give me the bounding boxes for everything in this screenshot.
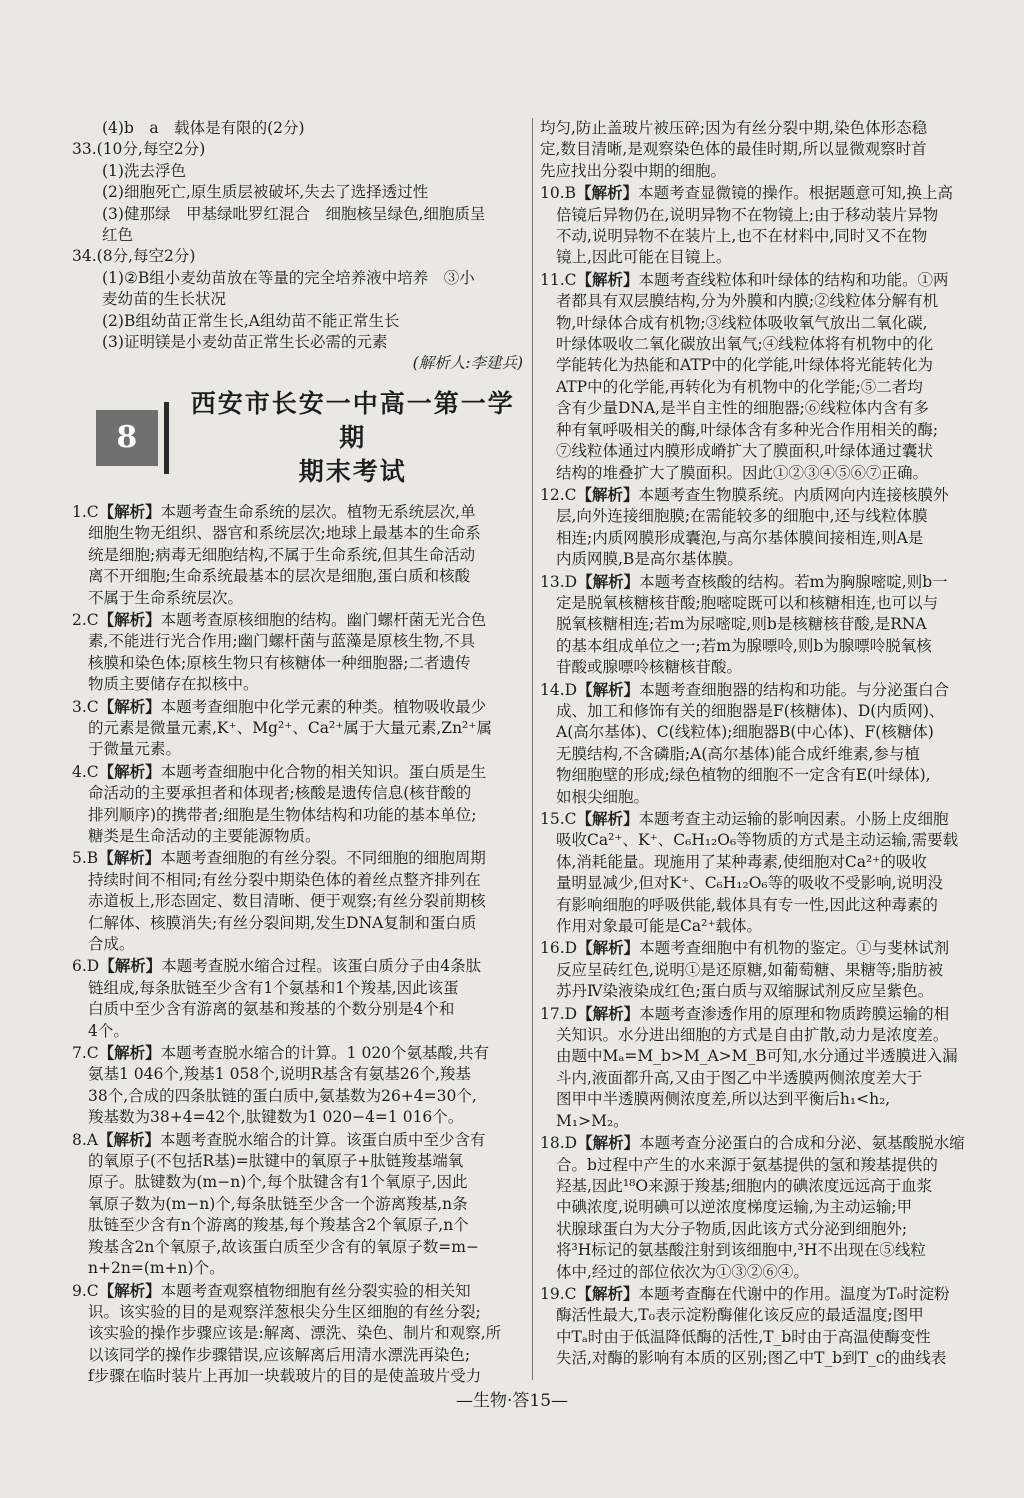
- answer-line: [540, 1155, 997, 1176]
- answer-line: [540, 1046, 997, 1067]
- answer-text: 由题中Mₐ=M_b>M_A>M_B可知,水分通过半透膜进入漏: [556, 1047, 958, 1066]
- answer-text: 均匀,防止盖玻片被压碎;因为有丝分裂中期,染色体形态稳: [540, 119, 928, 137]
- answer-text: 本题考查脱水缩合过程。该蛋白质分子由4条肽: [161, 957, 482, 976]
- answer-text: 吸收Ca²⁺、K⁺、C₆H₁₂O₆等物质的方式是主动运输,需要载: [556, 831, 959, 850]
- answer-line: [72, 696, 527, 718]
- answer-line: [540, 1197, 997, 1218]
- answer-text: 失活,对酶的影响有本质的区别;图乙中T_b到T_c的曲线表: [556, 1349, 947, 1368]
- answer-line: [72, 1064, 527, 1085]
- answer-line: (3)健那绿 甲基绿吡罗红混合 细胞核呈绿色,细胞质呈: [102, 204, 486, 223]
- answer-line: [540, 1262, 997, 1283]
- answer-item: [540, 182, 997, 269]
- answer-line: [540, 830, 997, 851]
- answer-text: 苷酸或腺嘌呤核糖核苷酸。: [556, 658, 743, 677]
- answer-item: [540, 1283, 997, 1370]
- answer-line: [72, 978, 527, 999]
- answer-text: 有影响细胞的呼吸供能,载体具有专一性,因此这种毒素的: [556, 895, 938, 914]
- answer-item: [72, 955, 527, 1042]
- analysis-tag: 【解析】: [577, 571, 640, 591]
- answer-item: [540, 571, 997, 679]
- answer-text: n+2n=(m+n)个。: [88, 1259, 225, 1278]
- answer-line: [72, 870, 527, 891]
- answer-line: [540, 528, 997, 549]
- analysis-tag: 【解析】: [576, 183, 639, 203]
- answer-line: [540, 161, 997, 182]
- answer-text: 羧基数为38+4=42个,肽键数为1 020−4=1 016个。: [88, 1108, 464, 1127]
- answer-line: [72, 545, 527, 566]
- answer-line: [540, 1111, 997, 1132]
- analysis-tag: 【解析】: [577, 1133, 640, 1153]
- answer-text: 白质中至少含有游离的氨基和羧基的个数分别是4个和: [88, 1000, 455, 1019]
- answer-line: [540, 269, 997, 291]
- answer-line: [540, 722, 997, 743]
- answer-line: [540, 1068, 997, 1089]
- answer-number: 6.D: [72, 957, 100, 976]
- answer-text: 斗内,液面都升高,又由于图乙中半透膜两侧浓度差大于: [556, 1068, 923, 1087]
- answer-line: [540, 484, 997, 506]
- answer-text: 本题考查主动运输的影响因素。小肠上皮细胞: [638, 810, 949, 828]
- answer-text: 细胞生物无组织、器官和系统层次;地球上最基本的生命系: [88, 524, 481, 543]
- answer-item: [72, 761, 527, 848]
- analysis-tag: 【解析】: [577, 1003, 640, 1023]
- answer-text: 持续时间不相同;有丝分裂中期染色体的着丝点整齐排列在: [88, 870, 481, 889]
- answer-line: [540, 1176, 997, 1197]
- answer-line: [72, 891, 527, 912]
- answer-line: [540, 916, 997, 937]
- answer-line: [72, 1172, 527, 1193]
- answer-line: [540, 1240, 997, 1261]
- analysis-tag: 【解析】: [98, 1280, 161, 1300]
- answer-line: [72, 805, 527, 826]
- answer-number: 1.C: [72, 502, 99, 521]
- answer-text: 本题考查生物膜系统。内质网向内连接核膜外: [638, 485, 949, 504]
- answer-number: 16.D: [540, 939, 578, 958]
- answer-line: [540, 291, 997, 312]
- answer-line: [72, 631, 527, 652]
- answer-item: [540, 937, 997, 1002]
- answer-line: [540, 614, 997, 635]
- answer-line: (3)证明镁是小麦幼苗正常生长必需的元素: [102, 333, 388, 352]
- answer-line: (1)洗去浮色: [102, 161, 186, 180]
- answer-line: [72, 1302, 527, 1323]
- section-number-badge: 8: [96, 410, 158, 466]
- answer-text: 将³H标记的氨基酸注射到该细胞中,³H不出现在⑤线粒: [556, 1241, 926, 1260]
- answer-line: [540, 960, 997, 981]
- answer-line: [72, 1366, 527, 1387]
- answer-line: [72, 523, 527, 544]
- answer-item: [540, 808, 997, 937]
- answer-line: [540, 226, 997, 247]
- answer-line: [72, 609, 527, 631]
- answer-line: [540, 657, 997, 678]
- answer-item: [72, 609, 527, 696]
- answer-text: 叶绿体吸收二氧化碳放出氧气;④线粒体将有机物中的化: [556, 335, 934, 354]
- answer-line: [540, 787, 997, 808]
- answer-text: 本题考查观察植物细胞有丝分裂实验的相关知: [160, 1281, 471, 1300]
- analysis-tag: 【解析】: [576, 484, 639, 504]
- answer-text: 素,不能进行光合作用;幽门螺杆菌与蓝藻是原核生物,不具: [88, 632, 476, 651]
- answer-text: 反应呈砖红色,说明①是还原糖,如葡萄糖、果糖等;脂肪被: [556, 960, 944, 979]
- answer-line: [540, 1348, 997, 1369]
- answer-text: 4个。: [88, 1021, 129, 1040]
- answer-text: 于微量元素。: [88, 740, 182, 759]
- answer-line: [72, 913, 527, 934]
- answer-text: 的基本组成单位之一;若m为腺嘌呤,则b为腺嘌呤脱氧核: [556, 636, 932, 655]
- answer-line: [540, 334, 997, 355]
- answer-text: 原子。肽键数为(m−n)个,每个肽键含有1个氧原子,因此: [88, 1173, 468, 1192]
- answer-line: [540, 139, 997, 160]
- answer-text: 本题考查细胞中化合物的相关知识。蛋白质是生: [160, 762, 487, 781]
- section-title-line2: 期末考试: [298, 456, 407, 486]
- answer-item: [72, 501, 527, 609]
- answer-item: [72, 1280, 527, 1388]
- answer-line: [540, 852, 997, 873]
- column-divider: [532, 118, 533, 1380]
- analysis-tag: 【解析】: [98, 848, 161, 868]
- answer-line: [540, 571, 997, 593]
- answer-text: 本题考查渗透作用的原理和物质跨膜运输的相: [639, 1004, 950, 1023]
- answer-text: 本题考查显微镜的操作。根据题意可知,换上高: [638, 184, 953, 203]
- answer-line: 34.(8分,每空2分): [72, 247, 196, 266]
- answer-text: 苏丹Ⅳ染液染成红色;蛋白质与双缩脲试剂反应呈紫色。: [556, 982, 934, 1001]
- section-title: [179, 387, 527, 489]
- answer-line: [540, 355, 997, 376]
- right-column: [540, 118, 997, 1370]
- answer-line: [540, 765, 997, 786]
- answer-text: 定是脱氧核糖核苷酸;胞嘧啶既可以和核糖相连,也可以与: [556, 593, 939, 612]
- answer-line: [72, 1280, 527, 1302]
- answer-text: 不属于生命系统层次。: [88, 588, 244, 607]
- answer-line: [72, 999, 527, 1020]
- answer-text: 本题考查细胞的有丝分裂。不同细胞的细胞周期: [160, 849, 486, 868]
- answer-item: [72, 847, 527, 955]
- answer-text: 本题考查线粒体和叶绿体的结构和功能。①两: [638, 270, 949, 289]
- answer-text: 关知识。水分进出细胞的方式是自由扩散,动力是浓度差。: [556, 1026, 949, 1045]
- answer-text: 定,数目清晰,是观察染色体的最佳时期,所以显微观察时首: [540, 140, 927, 159]
- analysis-tag: 【解析】: [576, 1283, 639, 1303]
- answer-line: [540, 549, 997, 570]
- answer-line: [72, 718, 527, 739]
- answer-text: 赤道板上,形态固定、数目清晰、便于观察;有丝分裂前期核: [88, 892, 486, 911]
- answer-line: [72, 1237, 527, 1258]
- answer-text: 者都具有双层膜结构,分为外膜和内膜;②线粒体分解有机: [556, 292, 939, 311]
- answer-line: [540, 182, 997, 204]
- answer-number: 3.C: [72, 697, 99, 716]
- answer-line: [540, 1219, 997, 1240]
- answer-number: 18.D: [540, 1134, 578, 1153]
- page-footer: —生物·答15—: [455, 1391, 569, 1411]
- answer-text: 的元素是微量元素,K⁺、Mg²⁺、Ca²⁺属于大量元素,Zn²⁺属: [88, 718, 492, 737]
- answer-number: 8.A: [72, 1130, 98, 1149]
- answer-line: [72, 783, 527, 804]
- answer-text: 氧原子数为(m−n)个,每条肽链至少含一个游离羧基,n条: [88, 1194, 468, 1213]
- answer-line: [72, 934, 527, 955]
- answer-text: 物,叶绿体合成有机物;③线粒体吸收氧气放出二氧化碳,: [556, 313, 928, 332]
- left-column: [72, 118, 527, 1388]
- answer-line: [72, 1042, 527, 1064]
- answer-line: [540, 895, 997, 916]
- answer-number: 14.D: [540, 680, 578, 699]
- answer-line: [540, 701, 997, 722]
- answer-text: 脱氧核糖相连;若m为尿嘧啶,则b是核糖核苷酸,是RNA: [556, 615, 927, 634]
- answer-text: 本题考查生命系统的层次。植物无系统层次,单: [160, 502, 476, 521]
- answer-line: [72, 739, 527, 760]
- answer-number: 15.C: [540, 810, 577, 828]
- answer-line: [72, 761, 527, 783]
- answer-line: [72, 653, 527, 674]
- answer-text: A(高尔基体)、C(线粒体);细胞器B(中心体)、F(核糖体): [556, 723, 934, 742]
- answer-number: 5.B: [72, 849, 99, 868]
- answer-line: [540, 593, 997, 614]
- signature: (解析人:李建兵): [412, 354, 523, 373]
- answer-number: 11.C: [540, 270, 577, 289]
- answer-line: [72, 847, 527, 869]
- answer-text: 本题考查细胞中化学元素的种类。植物吸收最少: [160, 697, 487, 716]
- analysis-tag: 【解析】: [99, 956, 162, 976]
- answer-text: 酶活性最大,T₀表示淀粉酶催化该反应的最适温度;图甲: [556, 1306, 924, 1325]
- answer-line: (4)b a 载体是有限的(2分): [102, 119, 305, 137]
- answer-item: [72, 696, 527, 761]
- answer-text: 合。b过程中产生的水来源于氨基提供的氢和羧基提供的: [556, 1155, 938, 1174]
- answer-text: M₁>M₂。: [556, 1111, 629, 1130]
- answer-text: 内质网膜,B是高尔基体膜。: [556, 550, 743, 569]
- answers-left: [72, 501, 527, 1388]
- answer-line: [72, 955, 527, 977]
- answer-text: 本题考查分泌蛋白的合成和分泌、氨基酸脱水缩: [639, 1134, 965, 1153]
- answer-line: [72, 1086, 527, 1107]
- answer-text: 核膜和染色体;原核生物只有核糖体一种细胞器;二者遗传: [88, 653, 471, 672]
- analysis-tag: 【解析】: [577, 679, 640, 699]
- answer-text: 体,消耗能量。现施用了某种毒素,使细胞对Ca²⁺的吸收: [556, 852, 927, 871]
- answer-item: [540, 269, 997, 484]
- answer-text: 本题考查核酸的结构。若m为胸腺嘧啶,则b一: [639, 572, 948, 591]
- answer-line: [540, 873, 997, 894]
- answer-line: [540, 636, 997, 657]
- answer-text: 本题考查原核细胞的结构。幽门螺杆菌无光合色: [160, 610, 487, 629]
- answer-line: [540, 1132, 997, 1154]
- answer-line: [72, 1151, 527, 1172]
- answer-text: 38个,合成的四条肽链的蛋白质中,氨基数为26+4=30个,: [88, 1086, 477, 1105]
- answer-item: [540, 484, 997, 571]
- answer-line: [540, 313, 997, 334]
- answer-text: 合成。: [88, 935, 135, 953]
- answer-line: [540, 441, 997, 462]
- analysis-tag: 【解析】: [576, 269, 639, 289]
- answer-line: [72, 501, 527, 523]
- answer-number: 12.C: [540, 485, 577, 504]
- answer-line: [72, 1323, 527, 1344]
- answer-text: 命活动的主要承担者和体现者;核酸是遗传信息(核苷酸的: [88, 784, 472, 803]
- answer-item: [540, 1003, 997, 1132]
- answer-text: 中Tₐ时由于低温降低酶的活性,T_b时由于高温使酶变性: [556, 1327, 931, 1346]
- analysis-tag: 【解析】: [98, 696, 161, 716]
- answer-line: [72, 588, 527, 609]
- answer-line: 红色: [102, 226, 134, 245]
- answer-text: 的氧原子(不包括R基)=肽键中的氧原子+肽链羧基端氧: [88, 1152, 464, 1171]
- answer-text: 以该同学的操作步骤错误,应该解离后用清水漂洗再染色;: [88, 1345, 471, 1364]
- answer-line: [540, 981, 997, 1002]
- answer-text: 层,向外连接细胞膜;在需能较多的细胞中,还与线粒体膜: [556, 507, 928, 526]
- answer-line: [540, 1327, 997, 1348]
- answer-item: [540, 679, 997, 808]
- answer-number: 13.D: [540, 572, 578, 591]
- answer-line: [72, 674, 527, 695]
- answer-text: 糖类是生命活动的主要能源物质。: [88, 826, 321, 845]
- answer-line: (1)②B组小麦幼苗放在等量的完全培养液中培养 ③小: [102, 268, 475, 287]
- answer-line: [540, 1003, 997, 1025]
- answer-line: [540, 937, 997, 959]
- answer-text: 成、加工和修饰有关的细胞器是F(核糖体)、D(内质网)、: [556, 701, 945, 720]
- answer-line: [540, 1025, 997, 1046]
- answer-text: 学能转化为热能和ATP中的化学能,叶绿体将光能转化为: [556, 356, 934, 375]
- answer-text: 本题考查酶在代谢中的作用。温度为T₀时淀粉: [638, 1284, 950, 1303]
- header-bar: [164, 402, 169, 474]
- answer-text: 仁解体、核膜消失;有丝分裂间期,发生DNA复制和蛋白质: [88, 913, 477, 932]
- answer-line: [72, 1021, 527, 1042]
- answer-line: [72, 1258, 527, 1279]
- answer-text: 羟基,因此¹⁸O来源于羧基;细胞内的碘浓度远远高于血浆: [556, 1176, 933, 1195]
- answer-text: 相连;内质网膜形成囊泡,与高尔基体膜间接相连,则A是: [556, 528, 924, 547]
- answer-text: 本题考查细胞器的结构和功能。与分泌蛋白合: [639, 680, 950, 699]
- answer-text: 肽链至少含有n个游离的羧基,每个羧基含2个氧原子,n个: [88, 1216, 469, 1235]
- answer-line: [72, 1345, 527, 1366]
- answer-line: [72, 566, 527, 587]
- answer-line: (2)细胞死亡,原生质层被破坏,失去了选择透过性: [102, 183, 429, 202]
- previous-answers: [72, 118, 527, 353]
- answer-text: ATP中的化学能,再转化为有机物中的化学能;⑤二者均: [556, 377, 923, 396]
- answer-text: 物细胞壁的形成;绿色植物的细胞不一定含有E(叶绿体),: [556, 766, 931, 785]
- answer-line: [72, 1107, 527, 1128]
- answer-text: 量明显减少,但对K⁺、C₆H₁₂O₆等的吸收不受影响,说明没: [556, 874, 944, 893]
- answer-text: 不动,说明异物不在装片上,也不在材料中,同时又不在物: [556, 227, 928, 246]
- answer-text: f步骤在临时装片上再加一块载玻片的目的是使盖玻片受力: [88, 1367, 482, 1386]
- answer-text: 状腺球蛋白为大分子物质,因此该方式分泌到细胞外;: [556, 1219, 908, 1238]
- answer-text: 中碘浓度,说明碘可以逆浓度梯度运输,为主动运输;甲: [556, 1198, 913, 1217]
- answer-number: 4.C: [72, 762, 99, 781]
- answer-line: [540, 420, 997, 441]
- answer-number: 17.D: [540, 1004, 578, 1023]
- answer-line: [540, 205, 997, 226]
- answer-text: 排列顺序)的携带者;细胞是生物体结构和功能的基本单位;: [88, 805, 477, 824]
- analysis-tag: 【解析】: [576, 809, 639, 828]
- answer-text: 识。该实验的目的是观察洋葱根尖分生区细胞的有丝分裂;: [88, 1302, 481, 1321]
- answer-line: 33.(10分,每空2分): [72, 140, 206, 159]
- answer-text: 体中,经过的部位依次为①③②⑥④。: [556, 1262, 809, 1281]
- answer-item: [540, 1132, 997, 1283]
- analysis-tag: 【解析】: [98, 609, 161, 629]
- answer-line: [540, 679, 997, 701]
- section-title-line1: 西安市长安一中高一第一学期: [190, 388, 515, 452]
- answer-text: 如根尖细胞。: [556, 787, 650, 806]
- answer-text: 先应找出分裂中期的细胞。: [540, 161, 727, 180]
- answer-line: [72, 1129, 527, 1151]
- answer-line: [540, 1283, 997, 1305]
- answer-line: (2)B组幼苗正常生长,A组幼苗不能正常生长: [102, 311, 400, 330]
- answer-line: [72, 1194, 527, 1215]
- answer-item: [72, 1042, 527, 1129]
- answers-right: [540, 118, 997, 1370]
- answer-line: [540, 506, 997, 527]
- answer-item: [72, 1129, 527, 1280]
- answer-text: 图甲中半透膜两侧浓度差,所以达到平衡后h₁<h₂,: [556, 1090, 891, 1109]
- answer-text: 镜上,因此可能在目镜上。: [556, 248, 732, 267]
- analysis-tag: 【解析】: [98, 1043, 161, 1063]
- answer-line: 麦幼苗的生长状况: [102, 290, 227, 309]
- answer-line: [540, 1305, 997, 1326]
- answer-text: 统是细胞;病毒无细胞结构,不属于生命系统,但其生命活动: [88, 545, 476, 564]
- answer-number: 7.C: [72, 1044, 99, 1063]
- answer-number: 9.C: [72, 1281, 99, 1300]
- answer-text: 羧基含2n个氧原子,故该蛋白质至少含有的氧原子数=m−: [88, 1237, 479, 1256]
- answer-text: 氨基1 046个,羧基1 058个,说明R基含有氨基26个,羧基: [88, 1065, 471, 1084]
- answer-text: 结构的堆叠扩大了膜面积。因此①②③④⑤⑥⑦正确。: [556, 463, 929, 482]
- answer-text: 本题考查脱水缩合的计算。1 020个氨基酸,共有: [160, 1044, 489, 1063]
- analysis-tag: 【解析】: [577, 938, 640, 958]
- section-header: [96, 387, 527, 489]
- answer-line: [540, 377, 997, 398]
- answer-line: [540, 463, 997, 484]
- answer-text: 含有少量DNA,是半自主性的细胞器;⑥线粒体内含有多: [556, 399, 929, 418]
- analysis-tag: 【解析】: [98, 501, 161, 521]
- answer-line: [540, 247, 997, 268]
- answer-text: 种有氧呼吸相关的酶,叶绿体含有多种光合作用相关的酶;: [556, 420, 939, 439]
- analysis-tag: 【解析】: [98, 761, 161, 781]
- answer-line: [540, 1089, 997, 1110]
- answer-text: 作用对象最可能是Ca²⁺载体。: [556, 917, 762, 936]
- answer-line: [540, 118, 997, 139]
- answer-text: ⑦线粒体通过内膜形成嵴扩大了膜面积,叶绿体通过囊状: [556, 442, 933, 461]
- answer-text: 无膜结构,不含磷脂;A(高尔基体)能合成纤维素,参与植: [556, 744, 920, 763]
- answer-text: 本题考查脱水缩合的计算。该蛋白质中至少含有: [160, 1130, 486, 1149]
- answer-line: [72, 1215, 527, 1236]
- answer-line: [540, 808, 997, 830]
- answer-item: [540, 118, 997, 182]
- answer-text: 该实验的操作步骤应该是:解离、漂洗、染色、制片和观察,所: [88, 1324, 502, 1343]
- answer-line: [540, 398, 997, 419]
- answer-number: 19.C: [540, 1284, 577, 1303]
- answer-text: 物质主要储存在拟核中。: [88, 675, 259, 694]
- answer-number: 10.B: [540, 184, 577, 203]
- answer-number: 2.C: [72, 610, 99, 629]
- answer-text: 倍镜后异物仍在,说明异物不在物镜上;由于移动装片异物: [556, 205, 939, 224]
- analysis-tag: 【解析】: [97, 1129, 160, 1149]
- answer-line: [72, 826, 527, 847]
- answer-text: 链组成,每条肽链至少含有1个氨基和1个羧基,因此该蛋: [88, 978, 459, 997]
- answer-text: 本题考查细胞中有机物的鉴定。①与斐林试剂: [639, 939, 950, 958]
- answer-line: [540, 744, 997, 765]
- answer-text: 离不开细胞;生命系统最基本的层次是细胞,蛋白质和核酸: [88, 567, 471, 586]
